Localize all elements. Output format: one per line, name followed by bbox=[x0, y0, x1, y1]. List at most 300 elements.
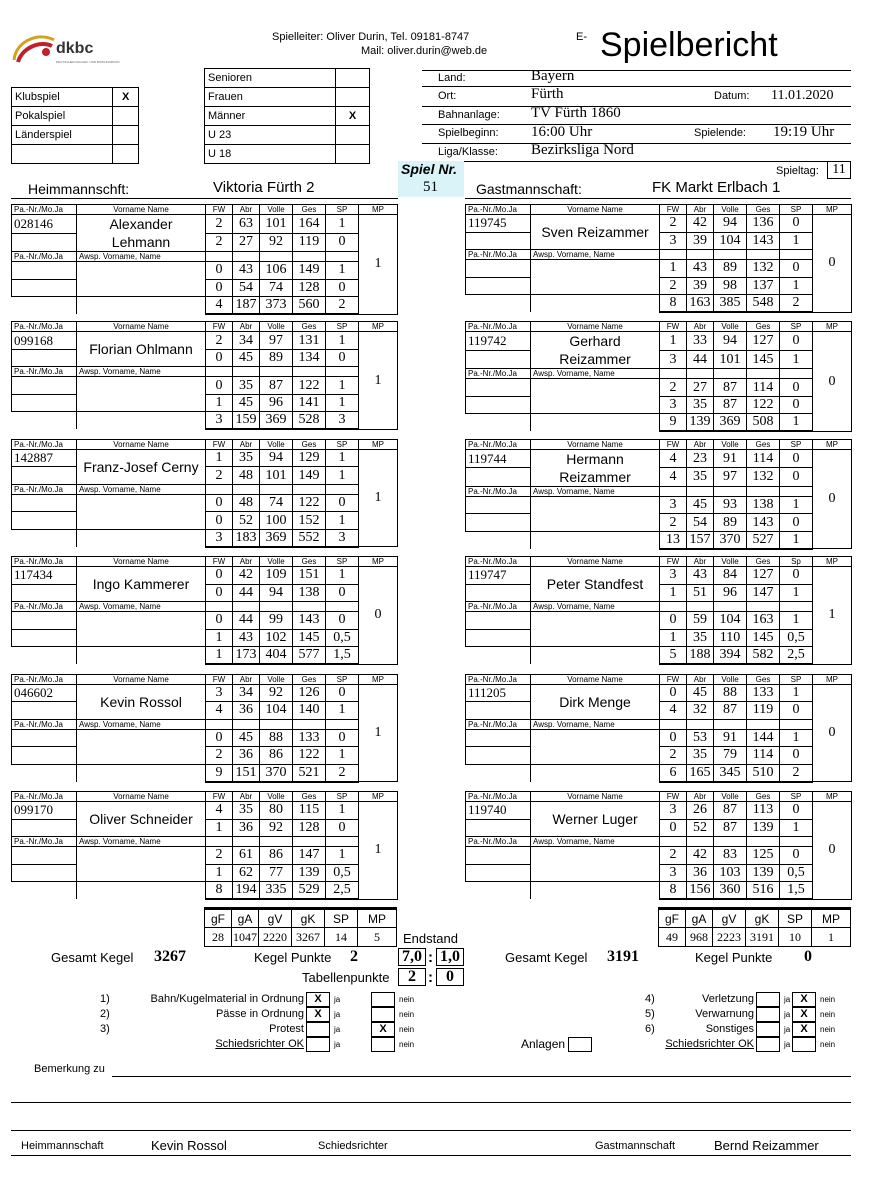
bahn-value: TV Fürth 1860 bbox=[531, 105, 621, 121]
footer-gast-name: Bernd Reizammer bbox=[714, 1138, 819, 1153]
pass-cell bbox=[466, 350, 531, 369]
ges-header: Ges bbox=[293, 439, 326, 449]
klasse-checkbox[interactable] bbox=[336, 126, 370, 145]
logo-subtext: DEUTSCHER KEGLER- UND BOWLINGBUND bbox=[56, 60, 120, 64]
spielart-checkbox[interactable]: X bbox=[113, 88, 139, 107]
summary-value: 3267 bbox=[292, 928, 325, 947]
abr-header: Abr bbox=[233, 557, 260, 567]
pass-cell bbox=[466, 747, 531, 765]
score-cell: 44 bbox=[233, 612, 260, 630]
score-cell: 98 bbox=[714, 277, 747, 295]
header-row bbox=[12, 205, 398, 215]
score-cell: 1 bbox=[780, 277, 813, 295]
total-cell: 1,5 bbox=[326, 647, 359, 665]
fw-header: FW bbox=[206, 674, 233, 684]
home-player-2 bbox=[11, 321, 398, 430]
pass-cell bbox=[12, 279, 77, 297]
score-cell: 149 bbox=[293, 262, 326, 280]
score-cell: 122 bbox=[747, 396, 780, 414]
empty-cell bbox=[260, 367, 293, 377]
score-row bbox=[12, 847, 398, 865]
footer-gast-label: Gastmannschaft bbox=[595, 1140, 676, 1152]
nein-checkbox[interactable] bbox=[792, 1037, 816, 1052]
blank-cell bbox=[77, 647, 206, 665]
abr-header: Abr bbox=[233, 674, 260, 684]
score-cell: 4 bbox=[660, 449, 687, 468]
score-cell: 2 bbox=[206, 467, 233, 485]
empty-cell bbox=[260, 602, 293, 612]
pass-cell bbox=[12, 233, 77, 252]
nein-checkbox[interactable]: X bbox=[792, 992, 816, 1007]
score-cell: 23 bbox=[687, 449, 714, 468]
spielleiter-mail: Mail: oliver.durin@web.de bbox=[361, 45, 488, 57]
pass-cell bbox=[12, 747, 77, 765]
home-player-5 bbox=[11, 674, 398, 783]
tabellen-colon: : bbox=[428, 969, 433, 986]
nein-label: nein bbox=[399, 1010, 415, 1019]
empty-cell bbox=[687, 250, 714, 260]
total-cell: 2 bbox=[780, 764, 813, 782]
total-cell: 369 bbox=[260, 412, 293, 430]
blank-cell bbox=[531, 414, 660, 432]
ja-checkbox[interactable] bbox=[756, 1022, 780, 1037]
total-row bbox=[12, 297, 398, 315]
score-cell: 2 bbox=[660, 215, 687, 233]
blank-cell bbox=[12, 647, 77, 665]
score-cell: 0 bbox=[206, 612, 233, 630]
score-cell: 132 bbox=[747, 260, 780, 278]
mp-header: MP bbox=[813, 557, 852, 567]
player-name: Gerhard Reizammer bbox=[531, 332, 660, 369]
score-cell: 93 bbox=[714, 496, 747, 514]
pass-header: Pa.-Nr./Mo.Ja bbox=[12, 674, 77, 684]
empty-cell bbox=[326, 484, 359, 494]
total-cell: 404 bbox=[260, 647, 293, 665]
score-cell: 52 bbox=[233, 512, 260, 530]
sp-header: SP bbox=[780, 792, 813, 802]
total-cell: 528 bbox=[293, 412, 326, 430]
sp-header: SP bbox=[780, 205, 813, 215]
spielart-row bbox=[12, 88, 139, 107]
guest-player-1 bbox=[465, 204, 852, 313]
pass-cell bbox=[12, 847, 77, 865]
check-number: 5) bbox=[645, 1008, 655, 1020]
blank-cell bbox=[12, 297, 77, 315]
total-cell: 516 bbox=[747, 882, 780, 900]
guest-kegelpunkte-value: 0 bbox=[804, 948, 812, 965]
pass-number: 117434 bbox=[12, 567, 77, 585]
blank-cell bbox=[12, 882, 77, 900]
blank-cell bbox=[77, 764, 206, 782]
score-cell: 139 bbox=[747, 819, 780, 837]
substitute-header bbox=[466, 837, 852, 847]
substitute-name-header: Awsp. Vorname, Name bbox=[77, 837, 206, 847]
mp-header: MP bbox=[813, 322, 852, 332]
name-header: Vorname Name bbox=[531, 322, 660, 332]
score-cell: 36 bbox=[687, 864, 714, 882]
score-cell: 45 bbox=[687, 496, 714, 514]
volle-header: Volle bbox=[714, 792, 747, 802]
score-row bbox=[466, 612, 852, 630]
summary-value: 49 bbox=[659, 928, 686, 947]
score-cell: 0 bbox=[206, 729, 233, 747]
nein-checkbox[interactable]: X bbox=[792, 1007, 816, 1022]
score-cell: 0 bbox=[326, 612, 359, 630]
nein-label: nein bbox=[820, 1025, 836, 1034]
score-cell: 35 bbox=[233, 449, 260, 467]
empty-cell bbox=[747, 250, 780, 260]
score-cell: 114 bbox=[747, 747, 780, 765]
player-name: Sven Reizammer bbox=[531, 215, 660, 250]
empty-cell bbox=[714, 486, 747, 496]
total-cell: 1,5 bbox=[780, 882, 813, 900]
score-cell: 63 bbox=[233, 215, 260, 234]
score-cell: 0 bbox=[206, 494, 233, 512]
empty-cell bbox=[293, 367, 326, 377]
score-cell: 45 bbox=[233, 349, 260, 367]
nein-checkbox[interactable] bbox=[371, 1007, 395, 1022]
empty-cell bbox=[747, 486, 780, 496]
substitute-header bbox=[12, 719, 398, 729]
score-cell: 0 bbox=[206, 262, 233, 280]
pass-number: 111205 bbox=[466, 684, 531, 702]
pass-cell bbox=[466, 496, 531, 514]
score-cell: 0 bbox=[780, 332, 813, 351]
header-row bbox=[12, 439, 398, 449]
pass-cell bbox=[12, 467, 77, 485]
score-cell: 80 bbox=[260, 802, 293, 820]
empty-cell bbox=[714, 837, 747, 847]
total-cell: 2 bbox=[780, 295, 813, 313]
score-cell: 54 bbox=[233, 279, 260, 297]
substitute-header bbox=[466, 719, 852, 729]
score-row bbox=[466, 802, 852, 820]
header-row bbox=[466, 674, 852, 684]
volle-header: Volle bbox=[260, 557, 293, 567]
mp-header: MP bbox=[359, 322, 398, 332]
pass-cell bbox=[12, 349, 77, 367]
tabellen-home: 2 bbox=[398, 968, 426, 986]
score-cell: 163 bbox=[747, 612, 780, 630]
ges-header: Ges bbox=[747, 674, 780, 684]
ges-header: Ges bbox=[293, 205, 326, 215]
pass-cell bbox=[466, 260, 531, 278]
endstand-label: Endstand bbox=[403, 931, 458, 946]
klasse-checkbox[interactable] bbox=[336, 69, 370, 88]
ja-checkbox[interactable]: X bbox=[306, 992, 330, 1007]
ja-checkbox[interactable] bbox=[756, 1007, 780, 1022]
klasse-label: Männer bbox=[205, 107, 336, 126]
pass-header: Pa.-Nr./Mo.Ja bbox=[466, 674, 531, 684]
empty-cell bbox=[206, 602, 233, 612]
spielart-table bbox=[11, 87, 139, 164]
pass-header: Pa.-Nr./Mo.Ja bbox=[12, 252, 77, 262]
nein-label: nein bbox=[399, 1040, 415, 1049]
score-cell: 45 bbox=[687, 684, 714, 702]
mp-header: MP bbox=[813, 439, 852, 449]
total-cell: 2,5 bbox=[780, 647, 813, 665]
klasse-row bbox=[205, 69, 370, 88]
ja-checkbox[interactable] bbox=[306, 1037, 330, 1052]
ja-label: ja bbox=[784, 1010, 791, 1019]
sp-header: SP bbox=[326, 792, 359, 802]
score-cell: 96 bbox=[714, 584, 747, 602]
score-cell: 0,5 bbox=[326, 864, 359, 882]
volle-header: Volle bbox=[260, 792, 293, 802]
pass-header: Pa.-Nr./Mo.Ja bbox=[12, 719, 77, 729]
name-header: Vorname Name bbox=[77, 792, 206, 802]
nein-checkbox[interactable] bbox=[371, 992, 395, 1007]
pass-cell bbox=[466, 864, 531, 882]
score-cell: 32 bbox=[687, 702, 714, 720]
header-row bbox=[466, 557, 852, 567]
header-row bbox=[466, 322, 852, 332]
substitute-name bbox=[77, 377, 206, 412]
total-cell: 8 bbox=[660, 295, 687, 313]
ja-checkbox[interactable]: X bbox=[306, 1007, 330, 1022]
score-cell: 97 bbox=[714, 468, 747, 487]
score-cell: 0 bbox=[206, 377, 233, 395]
total-cell: 151 bbox=[233, 764, 260, 782]
empty-cell bbox=[326, 252, 359, 262]
substitute-name-header: Awsp. Vorname, Name bbox=[77, 602, 206, 612]
klasse-checkbox[interactable] bbox=[336, 145, 370, 164]
ja-label: ja bbox=[334, 1040, 341, 1049]
total-cell: 1 bbox=[780, 531, 813, 549]
volle-header: Volle bbox=[714, 674, 747, 684]
score-cell: 2 bbox=[206, 215, 233, 234]
score-cell: 1 bbox=[326, 377, 359, 395]
total-cell: 1 bbox=[780, 414, 813, 432]
ja-checkbox[interactable] bbox=[756, 992, 780, 1007]
klasse-checkbox[interactable] bbox=[336, 88, 370, 107]
score-cell: 109 bbox=[260, 567, 293, 585]
total-cell: 9 bbox=[660, 414, 687, 432]
nein-label: nein bbox=[820, 1040, 836, 1049]
total-cell: 187 bbox=[233, 297, 260, 315]
score-cell: 134 bbox=[293, 349, 326, 367]
score-cell: 0 bbox=[780, 260, 813, 278]
guest-player-6 bbox=[465, 791, 852, 900]
score-cell: 53 bbox=[687, 729, 714, 747]
pass-header: Pa.-Nr./Mo.Ja bbox=[466, 837, 531, 847]
anlagen-box[interactable] bbox=[568, 1037, 592, 1052]
pass-header: Pa.-Nr./Mo.Ja bbox=[466, 602, 531, 612]
score-cell: 0 bbox=[326, 233, 359, 252]
score-cell: 92 bbox=[260, 684, 293, 702]
score-cell: 88 bbox=[260, 729, 293, 747]
klasse-label: U 18 bbox=[205, 145, 336, 164]
header-row bbox=[12, 322, 398, 332]
score-cell: 2 bbox=[206, 332, 233, 350]
volle-header: Volle bbox=[714, 205, 747, 215]
total-row bbox=[466, 531, 852, 549]
score-cell: 0,5 bbox=[780, 629, 813, 647]
blank-cell bbox=[466, 295, 531, 313]
pass-cell bbox=[466, 702, 531, 720]
total-cell: 194 bbox=[233, 882, 260, 900]
score-cell: 94 bbox=[714, 215, 747, 233]
pass-header: Pa.-Nr./Mo.Ja bbox=[12, 602, 77, 612]
score-cell: 36 bbox=[233, 819, 260, 837]
score-cell: 1 bbox=[206, 449, 233, 467]
empty-cell bbox=[660, 250, 687, 260]
total-cell: 548 bbox=[747, 295, 780, 313]
pass-cell bbox=[12, 612, 77, 630]
pass-cell bbox=[466, 379, 531, 397]
score-cell: 87 bbox=[714, 396, 747, 414]
check-label: Bahn/Kugelmaterial in Ordnung bbox=[150, 993, 304, 1005]
score-cell: 94 bbox=[714, 332, 747, 351]
empty-cell bbox=[206, 484, 233, 494]
score-cell: 45 bbox=[233, 729, 260, 747]
substitute-header bbox=[12, 602, 398, 612]
total-cell: 188 bbox=[687, 647, 714, 665]
score-cell: 138 bbox=[747, 496, 780, 514]
pass-header: Pa.-Nr./Mo.Ja bbox=[466, 205, 531, 215]
nein-checkbox[interactable] bbox=[371, 1037, 395, 1052]
score-cell: 3 bbox=[660, 864, 687, 882]
klasse-checkbox[interactable]: X bbox=[336, 107, 370, 126]
home-team-name: Viktoria Fürth 2 bbox=[213, 179, 315, 196]
ort-value: Fürth bbox=[531, 86, 564, 102]
check-label: Protest bbox=[269, 1023, 304, 1035]
empty-cell bbox=[714, 602, 747, 612]
score-cell: 4 bbox=[206, 802, 233, 820]
pass-cell bbox=[466, 396, 531, 414]
pass-header: Pa.-Nr./Mo.Ja bbox=[466, 557, 531, 567]
blank-cell bbox=[12, 529, 77, 547]
score-cell: 1 bbox=[326, 847, 359, 865]
total-cell: 369 bbox=[260, 529, 293, 547]
summary-value: 14 bbox=[325, 928, 358, 947]
score-cell: 89 bbox=[714, 260, 747, 278]
score-row bbox=[466, 379, 852, 397]
title-prefix: E- bbox=[576, 31, 587, 43]
spielart-checkbox[interactable] bbox=[113, 145, 139, 164]
total-cell: 8 bbox=[660, 882, 687, 900]
empty-cell bbox=[260, 837, 293, 847]
substitute-name bbox=[77, 729, 206, 764]
score-cell: 44 bbox=[687, 350, 714, 369]
summary-header: gV bbox=[713, 909, 746, 928]
substitute-name bbox=[531, 496, 660, 531]
abr-header: Abr bbox=[233, 322, 260, 332]
footer-heim-label: Heimmannschaft bbox=[21, 1140, 104, 1152]
score-row bbox=[466, 449, 852, 468]
total-cell: 5 bbox=[660, 647, 687, 665]
score-cell: 0 bbox=[206, 567, 233, 585]
score-cell: 59 bbox=[687, 612, 714, 630]
mp-value: 0 bbox=[813, 802, 852, 900]
score-cell: 35 bbox=[233, 377, 260, 395]
pass-header: Pa.-Nr./Mo.Ja bbox=[466, 486, 531, 496]
substitute-header bbox=[466, 602, 852, 612]
score-cell: 138 bbox=[293, 584, 326, 602]
nein-checkbox[interactable]: X bbox=[371, 1022, 395, 1037]
empty-cell bbox=[780, 719, 813, 729]
score-cell: 2 bbox=[660, 847, 687, 865]
score-cell: 0 bbox=[780, 514, 813, 532]
pass-cell bbox=[466, 514, 531, 532]
blank-cell bbox=[466, 647, 531, 665]
score-cell: 122 bbox=[293, 494, 326, 512]
total-cell: 370 bbox=[260, 764, 293, 782]
empty-cell bbox=[206, 837, 233, 847]
score-cell: 0 bbox=[780, 396, 813, 414]
spielart-checkbox[interactable] bbox=[113, 107, 139, 126]
bemerkung-label: Bemerkung zu bbox=[34, 1063, 105, 1075]
score-cell: 92 bbox=[260, 819, 293, 837]
score-cell: 2 bbox=[660, 514, 687, 532]
score-cell: 1 bbox=[660, 260, 687, 278]
check-label: Schiedsrichter OK bbox=[215, 1038, 304, 1050]
total-cell: 13 bbox=[660, 531, 687, 549]
total-row bbox=[12, 764, 398, 782]
mp-value: 0 bbox=[813, 684, 852, 782]
dkbc-logo bbox=[10, 30, 120, 70]
empty-cell bbox=[780, 369, 813, 379]
sp-header: SP bbox=[326, 557, 359, 567]
home-gesamt-value: 3267 bbox=[154, 948, 186, 965]
score-cell: 1 bbox=[326, 467, 359, 485]
score-cell: 0 bbox=[660, 612, 687, 630]
score-cell: 143 bbox=[293, 612, 326, 630]
sp-header: SP bbox=[780, 674, 813, 684]
total-cell: 4 bbox=[206, 297, 233, 315]
ja-checkbox[interactable] bbox=[306, 1022, 330, 1037]
score-row bbox=[466, 847, 852, 865]
spielart-checkbox[interactable] bbox=[113, 126, 139, 145]
nein-checkbox[interactable]: X bbox=[792, 1022, 816, 1037]
score-cell: 87 bbox=[714, 802, 747, 820]
player-name: Oliver Schneider bbox=[77, 802, 206, 837]
mp-value: 0 bbox=[813, 332, 852, 432]
home-player-4 bbox=[11, 556, 398, 665]
total-cell: 529 bbox=[293, 882, 326, 900]
score-cell: 44 bbox=[233, 584, 260, 602]
substitute-header bbox=[12, 367, 398, 377]
empty-cell bbox=[233, 602, 260, 612]
spieltag-value: 11 bbox=[827, 161, 851, 179]
summary-header: gK bbox=[746, 909, 779, 928]
empty-cell bbox=[260, 719, 293, 729]
total-row bbox=[12, 647, 398, 665]
score-cell: 1 bbox=[660, 332, 687, 351]
empty-cell bbox=[206, 719, 233, 729]
empty-cell bbox=[747, 837, 780, 847]
pass-header: Pa.-Nr./Mo.Ja bbox=[466, 792, 531, 802]
score-cell: 2 bbox=[206, 847, 233, 865]
score-cell: 3 bbox=[206, 684, 233, 702]
score-cell: 35 bbox=[687, 747, 714, 765]
score-cell: 84 bbox=[714, 567, 747, 585]
score-cell: 39 bbox=[687, 232, 714, 250]
ja-checkbox[interactable] bbox=[756, 1037, 780, 1052]
score-cell: 100 bbox=[260, 512, 293, 530]
empty-cell bbox=[326, 719, 359, 729]
total-cell: 521 bbox=[293, 764, 326, 782]
fw-header: FW bbox=[660, 322, 687, 332]
guest-summary-table bbox=[658, 907, 851, 947]
ges-header: Ges bbox=[293, 674, 326, 684]
player-name: Alexander Lehmann bbox=[77, 215, 206, 252]
score-cell: 0 bbox=[780, 747, 813, 765]
substitute-name bbox=[77, 262, 206, 297]
mp-value: 1 bbox=[359, 684, 398, 782]
score-cell: 2 bbox=[660, 747, 687, 765]
klasse-table bbox=[204, 68, 370, 164]
